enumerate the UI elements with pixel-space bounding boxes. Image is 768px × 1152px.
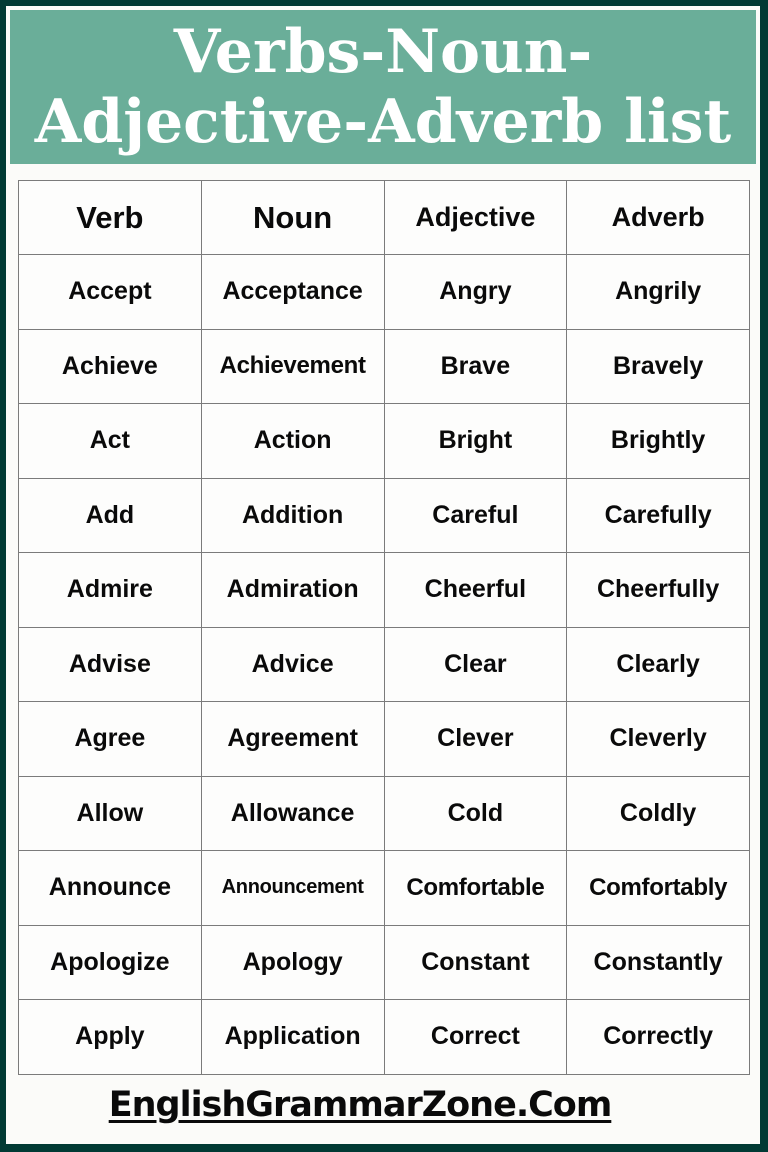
cell-adjective: Comfortable [384, 851, 567, 926]
footer [0, 1085, 720, 1125]
cell-noun: Apology [201, 925, 384, 1000]
cell-adjective: Angry [384, 255, 567, 330]
cell-noun: Achievement [201, 329, 384, 404]
word-forms-table [18, 180, 750, 1075]
cell-verb: Apply [19, 1000, 202, 1075]
cell-noun: Advice [201, 627, 384, 702]
header-adjective: Adjective [384, 181, 567, 255]
table-row [19, 851, 750, 926]
table-row [19, 255, 750, 330]
cell-noun: Announcement [201, 851, 384, 926]
cell-verb: Apologize [19, 925, 202, 1000]
cell-adverb: Clearly [567, 627, 750, 702]
cell-adverb: Comfortably [567, 851, 750, 926]
page-title-line-2: Adjective-Adverb list [34, 87, 732, 157]
table-row [19, 925, 750, 1000]
cell-noun: Application [201, 1000, 384, 1075]
cell-adverb: Cheerfully [567, 553, 750, 628]
header-adverb: Adverb [567, 181, 750, 255]
cell-noun: Allowance [201, 776, 384, 851]
cell-adverb: Correctly [567, 1000, 750, 1075]
cell-adjective: Cold [384, 776, 567, 851]
cell-adjective: Careful [384, 478, 567, 553]
table-row [19, 627, 750, 702]
word-forms-table-container [18, 180, 750, 1075]
cell-adjective: Cheerful [384, 553, 567, 628]
cell-adjective: Constant [384, 925, 567, 1000]
table-header-row [19, 181, 750, 255]
cell-verb: Announce [19, 851, 202, 926]
table-row [19, 329, 750, 404]
header-verb: Verb [19, 181, 202, 255]
cell-verb: Agree [19, 702, 202, 777]
table-row [19, 553, 750, 628]
site-link[interactable]: EnglishGrammarZone.Com [108, 1085, 612, 1125]
cell-adverb: Cleverly [567, 702, 750, 777]
cell-verb: Act [19, 404, 202, 479]
cell-adjective: Bright [384, 404, 567, 479]
page-title-line-1: Verbs-Noun- [173, 17, 593, 87]
cell-verb: Advise [19, 627, 202, 702]
cell-adverb: Carefully [567, 478, 750, 553]
cell-verb: Admire [19, 553, 202, 628]
cell-noun: Admiration [201, 553, 384, 628]
cell-adjective: Brave [384, 329, 567, 404]
cell-adverb: Angrily [567, 255, 750, 330]
cell-adjective: Clever [384, 702, 567, 777]
cell-noun: Action [201, 404, 384, 479]
cell-verb: Allow [19, 776, 202, 851]
cell-adverb: Bravely [567, 329, 750, 404]
table-row [19, 702, 750, 777]
cell-verb: Add [19, 478, 202, 553]
cell-adjective: Correct [384, 1000, 567, 1075]
table-row [19, 776, 750, 851]
cell-noun: Acceptance [201, 255, 384, 330]
cell-verb: Achieve [19, 329, 202, 404]
cell-adverb: Coldly [567, 776, 750, 851]
table-row [19, 404, 750, 479]
cell-adjective: Clear [384, 627, 567, 702]
title-banner [10, 10, 756, 164]
header-noun: Noun [201, 181, 384, 255]
cell-adverb: Brightly [567, 404, 750, 479]
table-row [19, 478, 750, 553]
cell-noun: Addition [201, 478, 384, 553]
cell-adverb: Constantly [567, 925, 750, 1000]
cell-verb: Accept [19, 255, 202, 330]
cell-noun: Agreement [201, 702, 384, 777]
table-row [19, 1000, 750, 1075]
